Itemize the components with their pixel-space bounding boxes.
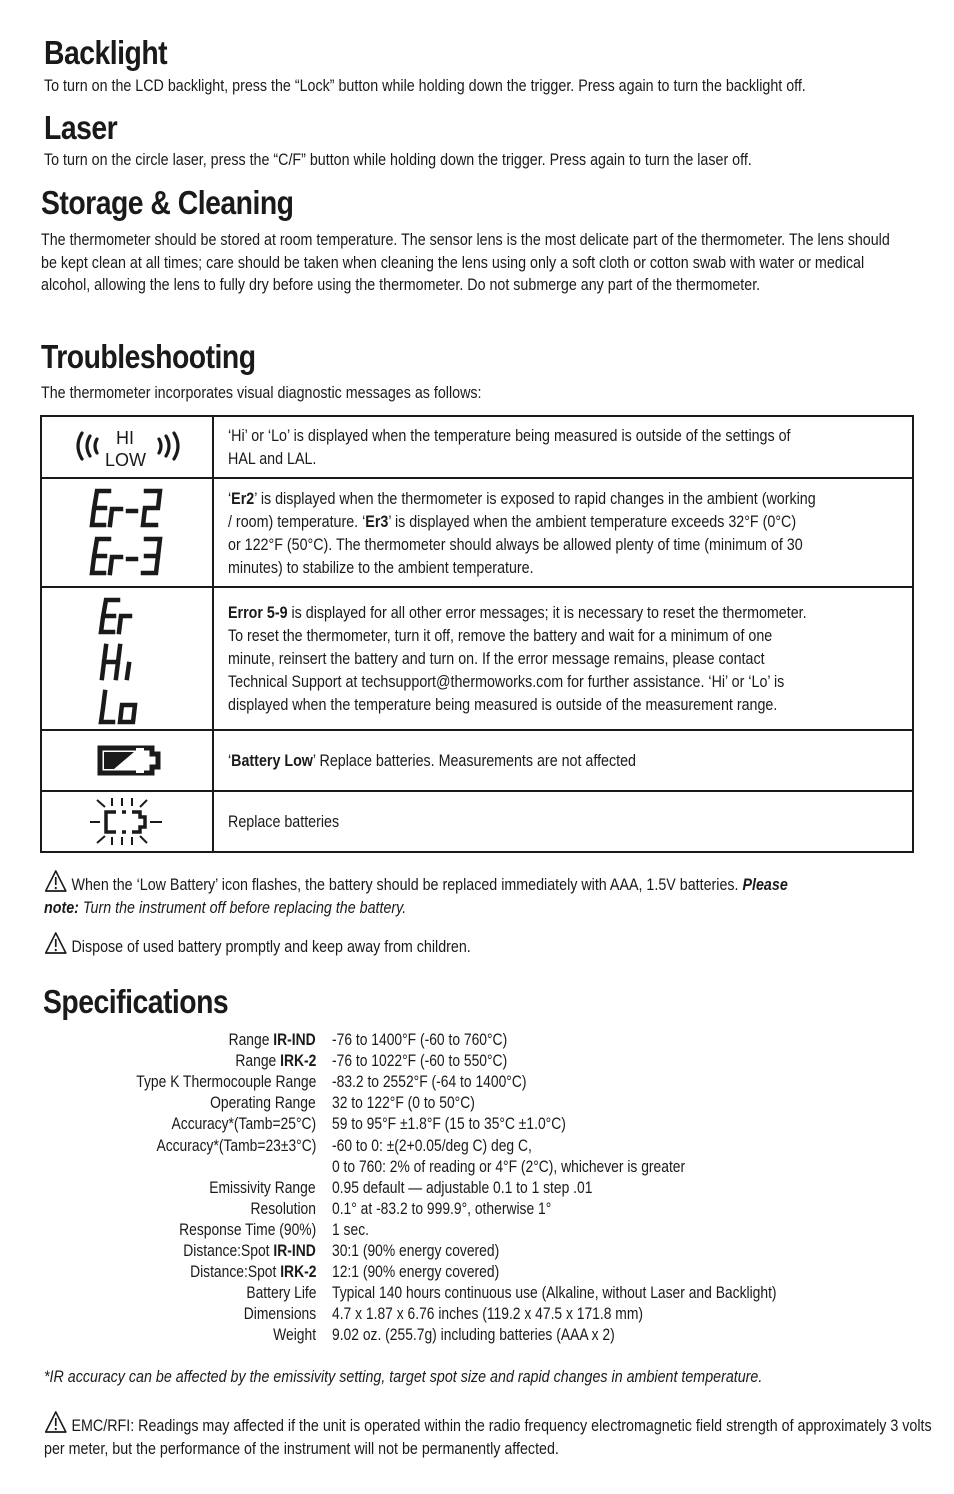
spec-label: Distance:Spot IR-IND xyxy=(183,1242,316,1260)
spec-row xyxy=(0,1325,954,1346)
spec-value: 0.1° at -83.2 to 999.9°, otherwise 1° xyxy=(332,1199,552,1218)
spec-label: Emissivity Range xyxy=(209,1178,316,1197)
spec-row xyxy=(0,1241,954,1262)
warning-icon xyxy=(44,1410,68,1434)
backlight-heading: Backlight xyxy=(44,34,168,71)
spec-row xyxy=(0,1114,954,1135)
spec-label: Battery Life xyxy=(245,1284,316,1303)
spec-label: Accuracy*(Tamb=23±3°C) xyxy=(156,1136,316,1155)
troubleshooting-intro: The thermometer incorporates visual diagnostic messages as follows: xyxy=(41,383,482,402)
er2-er3-icon xyxy=(42,479,214,586)
er2-er3-description: ‘Er2’ is displayed when the thermometer is exposed to rapid changes in the ambient (working / room) temperature. ‘Er3’ is displayed when the ambient temperature exceeds 32°F (0°C) or 122°F (50°C). The thermometer should always be allowed plenty of time (minimum of 30 minutes) to stabilize to the ambient temperature. xyxy=(228,488,816,577)
spec-row xyxy=(0,1304,954,1325)
table-row xyxy=(42,477,912,586)
spec-label: Response Time (90%) xyxy=(178,1220,316,1239)
spec-value: 0 to 760: 2% of reading or 4°F (2°C), whichever is greater xyxy=(332,1157,686,1176)
spec-value: 0.95 default — adjustable 0.1 to 1 step .01 xyxy=(332,1178,593,1197)
spec-row xyxy=(0,1220,954,1241)
disposal-warning: Dispose of used battery promptly and keep away from children. xyxy=(44,931,471,958)
replace-batteries-description: Replace batteries xyxy=(228,812,340,831)
spec-row xyxy=(0,1262,954,1283)
table-row xyxy=(42,586,912,729)
spec-row xyxy=(0,1283,954,1304)
warning-icon xyxy=(44,931,68,955)
spec-label: Type K Thermocouple Range xyxy=(135,1073,316,1092)
table-row xyxy=(42,790,912,851)
spec-row xyxy=(0,1072,954,1093)
spec-label: Distance:Spot IRK-2 xyxy=(189,1263,316,1282)
troubleshooting-heading: Troubleshooting xyxy=(41,338,256,375)
backlight-text: To turn on the LCD backlight, press the “Lock” button while holding down the trigger. Press again to turn the backlight off. xyxy=(44,76,806,95)
low-battery-warning: When the ‘Low Battery’ icon flashes, the battery should be replaced immediately with AAA, 1.5V batteries. Please note: Turn the instrument off before replacing the battery. xyxy=(44,869,788,919)
spec-row xyxy=(0,1051,954,1072)
hi-lo-description: ‘Hi’ or ‘Lo’ is displayed when the temperature being measured is outside of the settings of HAL and LAL. xyxy=(228,426,791,468)
spec-label: Weight xyxy=(273,1326,316,1345)
battery-low-description: ‘Battery Low’ Replace batteries. Measurements are not affected xyxy=(228,751,636,770)
spec-value: -83.2 to 2552°F (-64 to 1400°C) xyxy=(332,1073,527,1092)
table-row xyxy=(42,729,912,790)
spec-row xyxy=(0,1136,954,1157)
spec-row xyxy=(0,1157,954,1178)
spec-label: Dimensions xyxy=(243,1305,316,1324)
table-row xyxy=(42,417,912,477)
spec-value: Typical 140 hours continuous use (Alkaline, without Laser and Backlight) xyxy=(332,1284,777,1303)
spec-row xyxy=(0,1199,954,1220)
storage-text: The thermometer should be stored at room temperature. The sensor lens is the most delicate part of the thermometer. The lens should be kept clean at all times; care should be taken when cleaning the lens using only a soft cloth or cotton swab with water or medical alcohol, allowing the lens to fully dry before using the thermometer. Do not submerge any part of the thermometer. xyxy=(41,230,890,294)
emc-warning: EMC/RFI: Readings may affected if the unit is operated within the radio frequency electromagnetic field strength of approximately 3 volts per meter, but the performance of the instrument will not be permanently affected. xyxy=(44,1410,951,1460)
spec-row xyxy=(0,1030,954,1051)
spec-value: -76 to 1022°F (-60 to 550°C) xyxy=(332,1052,508,1071)
spec-label: Accuracy*(Tamb=25°C) xyxy=(171,1115,316,1134)
er-hi-lo-icon xyxy=(42,588,214,729)
laser-text: To turn on the circle laser, press the “C/F” button while holding down the trigger. Press again to turn the laser off. xyxy=(44,150,752,169)
specifications-heading: Specifications xyxy=(43,983,229,1020)
battery-low-icon xyxy=(42,731,214,790)
spec-value: -60 to 0: ±(2+0.05/deg C) deg C, xyxy=(332,1136,532,1155)
warning-icon xyxy=(44,869,68,893)
spec-label: Range IRK-2 xyxy=(235,1052,316,1071)
spec-label: Range IR-IND xyxy=(228,1031,316,1049)
spec-row xyxy=(0,1178,954,1199)
hi-label: HI xyxy=(116,428,134,448)
storage-heading: Storage & Cleaning xyxy=(41,184,294,221)
spec-value: 9.02 oz. (255.7g) including batteries (AAA x 2) xyxy=(332,1326,615,1345)
spec-value: 12:1 (90% energy covered) xyxy=(332,1263,500,1282)
spec-label: Resolution xyxy=(250,1199,316,1218)
accuracy-footnote: *IR accuracy can be affected by the emissivity setting, target spot size and rapid changes in ambient temperature. xyxy=(44,1367,763,1386)
spec-value: 4.7 x 1.87 x 6.76 inches (119.2 x 47.5 x 171.8 mm) xyxy=(332,1305,644,1324)
battery-flashing-icon xyxy=(42,792,214,851)
spec-value: 32 to 122°F (0 to 50°C) xyxy=(332,1094,475,1113)
laser-heading: Laser xyxy=(44,109,118,146)
spec-row xyxy=(0,1093,954,1114)
low-label: LOW xyxy=(105,450,147,470)
diagnostic-table xyxy=(40,415,914,853)
spec-value: 59 to 95°F ±1.8°F (15 to 35°C ±1.0°C) xyxy=(332,1115,566,1134)
hi-low-icon xyxy=(42,417,214,477)
spec-label: Operating Range xyxy=(210,1094,316,1113)
spec-value: -76 to 1400°F (-60 to 760°C) xyxy=(332,1031,508,1049)
spec-value: 1 sec. xyxy=(332,1220,369,1239)
error-description: Error 5-9 is displayed for all other error messages; it is necessary to reset the thermometer. To reset the thermometer, turn it off, remove the battery and wait for a minimum of one minute, reinsert the battery and turn on. If the error message remains, please contact Technical Support at techsupport@thermoworks.com for further assistance. ‘Hi’ or ‘Lo’ is displayed when the temperature being measured is outside of the measurement range. xyxy=(228,603,807,714)
spec-value: 30:1 (90% energy covered) xyxy=(332,1242,500,1260)
